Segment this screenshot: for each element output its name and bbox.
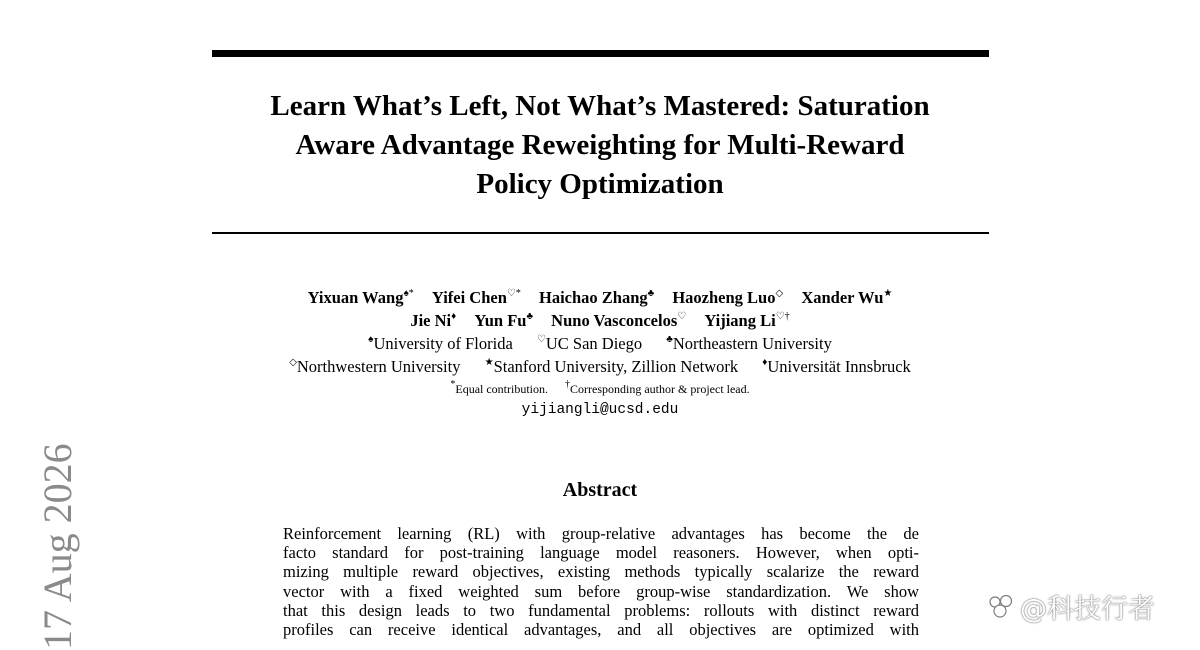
title-line: Aware Advantage Reweighting for Multi-Reward xyxy=(295,129,905,161)
equal-contribution-note: Equal contribution. xyxy=(455,382,549,396)
platform-watermark xyxy=(986,586,1155,626)
abstract-line: facto standard for post-training language model reasoners. However, when opti- xyxy=(283,543,919,563)
affiliation-mark: ♠ xyxy=(368,333,374,345)
affiliation-name: University of Florida xyxy=(373,334,513,353)
corresponding-author-note: Corresponding author & project lead. xyxy=(570,382,750,396)
author-name: Xander Wu xyxy=(801,288,884,307)
author-line-1 xyxy=(150,286,1050,309)
affiliation-name: UC San Diego xyxy=(545,334,643,353)
abstract-line: vector with a fixed weighted sum before group-wise standardization. We show xyxy=(283,581,919,601)
affiliation-mark: ★ xyxy=(484,356,494,368)
author-name: Jie Ni xyxy=(410,311,452,330)
watermark-text: @科技行者 xyxy=(1020,593,1155,625)
author-name: Haichao Zhang xyxy=(539,288,648,307)
title-top-rule xyxy=(212,50,989,57)
affiliation-name: Stanford University, Zillion Network xyxy=(493,357,739,376)
arxiv-date-stamp: 17 Aug 2026 xyxy=(35,443,80,650)
title-line: Policy Optimization xyxy=(476,168,724,200)
abstract-line: Reinforcement learning (RL) with group-relative advantages has become the de xyxy=(283,524,919,543)
author-mark: ◇ xyxy=(775,287,784,299)
author-block xyxy=(150,286,1050,420)
author-mark: ♦ xyxy=(451,310,457,322)
abstract-line: mizing multiple reward objectives, existing methods typically scalarize the reward xyxy=(283,562,919,582)
affiliation-name: Northwestern University xyxy=(296,357,461,376)
author-name: Yifei Chen xyxy=(431,288,507,307)
title-bottom-rule xyxy=(212,232,989,234)
contribution-notes xyxy=(150,378,1050,400)
abstract-line: that this design leads to two fundamental problems: rollouts with distinct reward xyxy=(283,600,919,620)
paper-title xyxy=(200,87,1000,204)
affiliation-line-2 xyxy=(150,355,1050,378)
toutiao-logo-icon xyxy=(986,593,1016,619)
affiliation-mark: ♣ xyxy=(666,333,673,345)
author-mark: ♡ xyxy=(677,310,687,322)
author-name: Haozheng Luo xyxy=(672,288,776,307)
author-name: Yijiang Li xyxy=(704,311,776,330)
author-mark: ♠* xyxy=(403,287,414,299)
corresponding-author-mark: † xyxy=(565,379,571,390)
author-line-2 xyxy=(150,309,1050,332)
author-mark: ♡* xyxy=(506,287,521,299)
affiliation-name: Northeastern University xyxy=(672,334,832,353)
author-mark: ♣ xyxy=(526,310,534,322)
author-name: Yixuan Wang xyxy=(307,288,404,307)
author-name: Nuno Vasconcelos xyxy=(551,311,678,330)
affiliation-mark: ◇ xyxy=(289,356,297,368)
affiliation-mark: ♦ xyxy=(762,356,768,368)
abstract-line: profiles can receive identical advantages, and all objectives are optimized with xyxy=(283,620,919,640)
affiliation-name: Universität Innsbruck xyxy=(767,357,911,376)
affiliation-line-1 xyxy=(150,332,1050,355)
equal-contribution-mark: * xyxy=(450,379,456,390)
author-name: Yun Fu xyxy=(474,311,527,330)
abstract-heading: Abstract xyxy=(562,479,638,501)
author-mark: ♡† xyxy=(775,310,790,322)
title-line: Learn What’s Left, Not What’s Mastered: Saturation xyxy=(270,90,930,122)
author-mark: ★ xyxy=(883,287,893,299)
affiliation-mark: ♡ xyxy=(536,333,546,345)
contact-email[interactable]: yijiangli@ucsd.edu xyxy=(521,402,679,418)
abstract-body xyxy=(283,524,919,639)
author-mark: ♣ xyxy=(647,287,655,299)
